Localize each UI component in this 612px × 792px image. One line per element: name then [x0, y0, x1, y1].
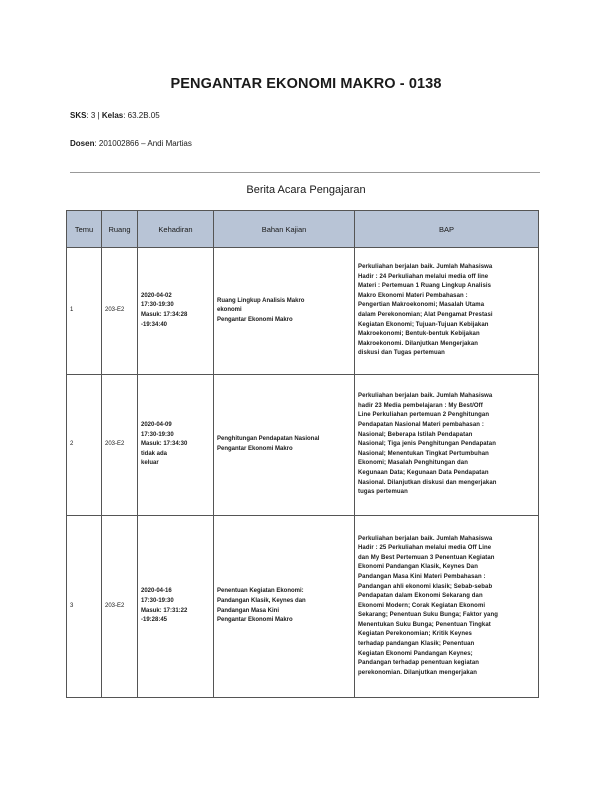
bap-cell-line: Pendapatan Nasional Materi pembahasan :	[358, 422, 484, 429]
bap-cell-line: Nasional; Menentukan Tingkat Pertumbuhan	[358, 450, 489, 457]
bap-cell-line: Perkuliahan berjalan baik. Jumlah Mahasiswa	[358, 264, 493, 271]
kehadiran-cell	[138, 516, 214, 698]
kehadiran-cell-line: 17:30-19:30	[141, 302, 174, 309]
sks-value: : 3 |	[86, 111, 102, 120]
bap-cell-line: Hadir : 24 Perkuliahan melalui media off line	[358, 273, 489, 280]
temu-cell: 1	[67, 248, 102, 375]
bap-cell-line: Sekarang; Penentuan Suku Bunga; Faktor yang	[358, 612, 498, 619]
kehadiran-cell-line: -19:34:40	[141, 321, 168, 328]
header-bap: BAP	[355, 211, 539, 248]
header-temu: Temu	[67, 211, 102, 248]
bap-cell-line: dalam Perekonomian; Alat Pengamat Prestasi	[358, 312, 493, 318]
bap-cell-line: Ekonomi; Masalah Penghitungan dan	[358, 460, 468, 467]
bap-cell-line: Kegiatan Perekonomian; Kritik Keynes	[358, 631, 472, 638]
bap-cell-line: Pandangan terhadap penentuan kegiatan	[358, 660, 480, 667]
teaching-record-table	[66, 210, 539, 698]
bap-cell-line: Makro Ekonomi Materi Pembahasan :	[358, 292, 468, 299]
bahan-kajian-cell-line: Pengantar Ekonomi Makro	[217, 316, 293, 323]
bap-cell-line: Nasional; Beberapa Istilah Pendapatan	[358, 431, 473, 438]
temu-cell: 2	[67, 375, 102, 516]
bap-cell	[355, 375, 539, 516]
bap-cell-line: Pengertian Makroekonomi; Masalah Utama	[358, 302, 485, 309]
bap-cell-line: hadir 23 Media pembelajaran : My Best/Off	[358, 402, 483, 409]
bap-cell-line: Kegiatan Ekonomi Pandangan Keynes;	[358, 650, 473, 657]
bap-cell-line: Pandangan Masa Kini Materi Pembahasan :	[358, 573, 486, 580]
kehadiran-cell-line: 2020-04-16	[141, 588, 172, 595]
bap-cell-line: Materi : Pertemuan 1 Ruang Lingkup Analisis	[358, 283, 492, 290]
kehadiran-cell-line: Masuk: 17:31:22	[141, 607, 188, 614]
bahan-kajian-cell-line: Pengantar Ekonomi Makro	[217, 446, 293, 452]
bap-cell	[355, 248, 539, 375]
bap-cell-line: Makroekonomi; Bentuk-bentuk Kebijakan	[358, 331, 480, 338]
dosen-value: : 201002866 – Andi Martias	[94, 139, 192, 148]
bap-cell-line: Nasional; Tiga jenis Penghitungan Pendapatan	[358, 441, 496, 448]
bap-cell-line: Perkuliahan berjalan baik. Jumlah Mahasiswa	[358, 393, 493, 400]
bahan-kajian-cell-line: Pandangan Masa Kini	[217, 607, 280, 614]
kehadiran-cell-line: tidak ada	[141, 450, 168, 457]
bap-cell-line: Perkuliahan berjalan baik. Jumlah Mahasiswa	[358, 535, 493, 542]
course-meta-sks	[70, 111, 160, 120]
table-row	[67, 375, 539, 516]
table-row	[67, 248, 539, 375]
kehadiran-cell-line: -19:28:45	[141, 617, 168, 624]
dosen-label: Dosen	[70, 139, 95, 148]
header-kehadiran: Kehadiran	[138, 211, 214, 248]
bap-cell-line: Ekonomi Pandangan Klasik, Keynes Dan	[358, 564, 478, 571]
header-ruang: Ruang	[102, 211, 138, 248]
kelas-label: Kelas	[101, 111, 124, 120]
kehadiran-cell-line: 2020-04-02	[141, 292, 172, 299]
kehadiran-cell-line: 17:30-19:30	[141, 431, 174, 438]
bap-cell-line: Menentukan Suku Bunga; Penentuan Tingkat	[358, 621, 491, 628]
bap-cell-line: Makroekonomi. Dilanjutkan Mengerjakan	[358, 340, 479, 347]
table-header-row	[67, 211, 539, 248]
bap-cell-line: Ekonomi Modern; Corak Kegiatan Ekonomi	[358, 602, 486, 609]
section-title: Berita Acara Pengajaran	[246, 184, 366, 196]
bap-cell-line: Kegunaan Data; Kegunaan Data Pendapatan	[358, 469, 489, 476]
bap-cell-line: Line Perkuliahan pertemuan 2 Penghitungan	[358, 412, 490, 419]
bahan-kajian-cell	[214, 375, 355, 516]
page-title: PENGANTAR EKONOMI MAKRO - 0138	[170, 76, 442, 92]
bap-cell-line: Hadir : 25 Perkuliahan melalui media Off Line	[358, 545, 492, 552]
bahan-kajian-cell	[214, 248, 355, 375]
bahan-kajian-cell-line: ekonomi	[217, 307, 242, 314]
ruang-cell: 203-E2	[102, 375, 138, 516]
bap-cell-line: Nasional. Dilanjutkan diskusi dan mengerjakan	[358, 479, 497, 486]
bahan-kajian-cell-line: Pengantar Ekonomi Makro	[217, 617, 293, 624]
kehadiran-cell-line: Masuk: 17:34:28	[141, 312, 188, 318]
bap-cell-line: Pendapatan dalam Ekonomi Sekarang dan	[358, 593, 483, 600]
bap-cell-line: Kegiatan Ekonomi; Tujuan-Tujuan Kebijakan	[358, 321, 489, 328]
header-bahan-kajian: Bahan Kajian	[214, 211, 355, 248]
bap-cell-line: terhadap pandangan Klasik; Penentuan	[358, 641, 475, 648]
bahan-kajian-cell-line: Ruang Lingkup Analisis Makro	[217, 297, 305, 304]
divider	[70, 172, 540, 173]
bap-cell-line: diskusi dan Tugas pertemuan	[358, 350, 445, 357]
kehadiran-cell	[138, 375, 214, 516]
bap-cell-line: Pandangan ahli ekonomi klasik; Sebab-sebab	[358, 583, 493, 590]
bap-cell-line: perekonomian. Dilanjutkan mengerjakan	[358, 669, 478, 676]
bahan-kajian-cell	[214, 516, 355, 698]
kehadiran-cell-line: 2020-04-09	[141, 422, 172, 429]
kehadiran-cell-line: keluar	[141, 460, 159, 467]
ruang-cell: 203-E2	[102, 248, 138, 375]
kehadiran-cell-line: 17:30-19:30	[141, 597, 174, 604]
temu-cell: 3	[67, 516, 102, 698]
bap-cell-line: tugas pertemuan	[358, 489, 408, 496]
bahan-kajian-cell-line: Penentuan Kegiatan Ekonomi:	[217, 588, 304, 595]
bahan-kajian-cell-line: Penghitungan Pendapatan Nasional	[217, 436, 320, 443]
table-row	[67, 516, 539, 698]
kehadiran-cell	[138, 248, 214, 375]
kehadiran-cell-line: Masuk: 17:34:30	[141, 441, 188, 448]
bap-cell-line: dan My Best Pertemuan 3 Penentuan Kegiatan	[358, 554, 495, 561]
bap-cell	[355, 516, 539, 698]
bahan-kajian-cell-line: Pandangan Klasik, Keynes dan	[217, 597, 306, 604]
kelas-value: : 63.2B.05	[123, 111, 160, 120]
sks-label: SKS	[70, 111, 87, 120]
course-meta-dosen	[70, 139, 192, 148]
ruang-cell: 203-E2	[102, 516, 138, 698]
